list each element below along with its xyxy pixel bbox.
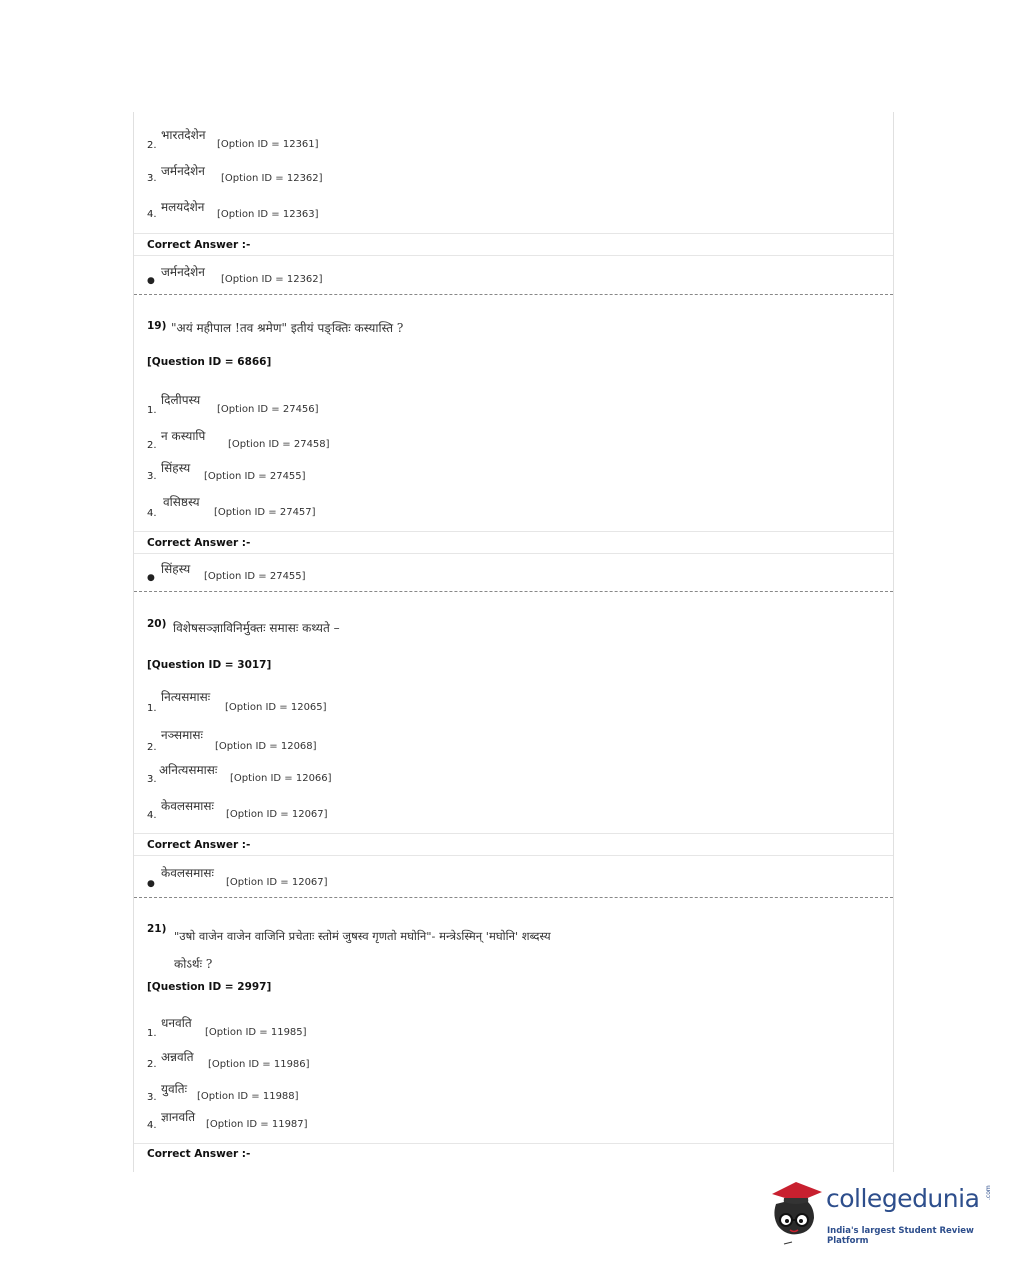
bullet: ● bbox=[147, 573, 155, 583]
question-text: विशेषसञ्ज्ञाविनिर्मुक्तः समासः कथ्यते – bbox=[173, 621, 340, 635]
correct-option-id: [Option ID = 27455] bbox=[204, 571, 306, 582]
divider bbox=[134, 1143, 893, 1144]
option-id: [Option ID = 11985] bbox=[205, 1027, 307, 1038]
question-id: [Question ID = 3017] bbox=[147, 659, 272, 671]
option-number: 2. bbox=[147, 140, 157, 151]
option-text: केवलसमासः bbox=[161, 799, 214, 813]
option-number: 3. bbox=[147, 1092, 157, 1103]
option-text: दिलीपस्य bbox=[161, 393, 201, 407]
option-text: अनित्यसमासः bbox=[159, 763, 218, 777]
option-id: [Option ID = 11987] bbox=[206, 1119, 308, 1130]
question-separator bbox=[134, 897, 893, 898]
option-id: [Option ID = 12361] bbox=[217, 139, 319, 150]
option-text: नञ्समासः bbox=[161, 728, 203, 742]
option-number: 1. bbox=[147, 1028, 157, 1039]
logo-com: .com bbox=[985, 1185, 992, 1200]
option-number: 4. bbox=[147, 508, 157, 519]
option-number: 3. bbox=[147, 774, 157, 785]
option-text: अन्नवति bbox=[161, 1050, 194, 1064]
question-text-line-2: कोऽर्थः ? bbox=[174, 957, 213, 971]
option-number: 4. bbox=[147, 209, 157, 220]
bullet: ● bbox=[147, 276, 155, 286]
option-number: 3. bbox=[147, 173, 157, 184]
option-text: जर्मनदेशेन bbox=[161, 164, 205, 178]
bullet: ● bbox=[147, 879, 155, 889]
option-text: सिंहस्य bbox=[161, 461, 191, 475]
option-id: [Option ID = 27458] bbox=[228, 439, 330, 450]
correct-answer-label: Correct Answer :- bbox=[147, 537, 251, 549]
option-number: 1. bbox=[147, 405, 157, 416]
question-id: [Question ID = 6866] bbox=[147, 356, 272, 368]
option-id: [Option ID = 27457] bbox=[214, 507, 316, 518]
question-number: 21) bbox=[147, 923, 167, 935]
question-number: 19) bbox=[147, 320, 167, 332]
correct-option-text: केवलसमासः bbox=[161, 866, 214, 880]
option-number: 3. bbox=[147, 471, 157, 482]
correct-answer-label: Correct Answer :- bbox=[147, 839, 251, 851]
divider bbox=[134, 553, 893, 554]
option-text: वसिष्ठस्य bbox=[163, 495, 200, 509]
option-id: [Option ID = 27455] bbox=[204, 471, 306, 482]
option-text: मलयदेशेन bbox=[161, 200, 205, 214]
question-separator bbox=[134, 591, 893, 592]
option-id: [Option ID = 12066] bbox=[230, 773, 332, 784]
mascot-icon bbox=[766, 1178, 826, 1248]
logo-wordmark: collegedunia bbox=[826, 1184, 980, 1213]
option-id: [Option ID = 12363] bbox=[217, 209, 319, 220]
option-id: [Option ID = 27456] bbox=[217, 404, 319, 415]
option-text: न कस्यापि bbox=[161, 429, 206, 443]
divider bbox=[134, 531, 893, 532]
collegedunia-logo bbox=[766, 1178, 991, 1248]
option-id: [Option ID = 12065] bbox=[225, 702, 327, 713]
question-separator bbox=[134, 294, 893, 295]
option-id: [Option ID = 12068] bbox=[215, 741, 317, 752]
option-id: [Option ID = 12067] bbox=[226, 809, 328, 820]
correct-option-id: [Option ID = 12362] bbox=[221, 274, 323, 285]
question-id: [Question ID = 2997] bbox=[147, 981, 272, 993]
option-number: 2. bbox=[147, 440, 157, 451]
option-id: [Option ID = 12362] bbox=[221, 173, 323, 184]
question-text-line-1: "उषो वाजेन वाजेन वाजिनि प्रचेताः स्तोमं जुषस्व गृणतो मघोनि"- मन्त्रेऽस्मिन् 'मघोनि' शब्दस्य bbox=[174, 929, 551, 943]
correct-answer-label: Correct Answer :- bbox=[147, 1148, 251, 1160]
divider bbox=[134, 255, 893, 256]
correct-answer-label: Correct Answer :- bbox=[147, 239, 251, 251]
correct-option-id: [Option ID = 12067] bbox=[226, 877, 328, 888]
question-text: "अयं महीपाल !तव श्रमेण" इतीयं पङ्क्तिः कस्यास्ति ? bbox=[171, 321, 404, 335]
correct-option-text: सिंहस्य bbox=[161, 562, 191, 576]
option-text: युवतिः bbox=[161, 1082, 188, 1096]
correct-option-text: जर्मनदेशेन bbox=[161, 265, 205, 279]
option-number: 2. bbox=[147, 1059, 157, 1070]
question-number: 20) bbox=[147, 618, 167, 630]
divider bbox=[134, 855, 893, 856]
logo-tagline: India's largest Student Review Platform bbox=[827, 1226, 974, 1246]
option-number: 1. bbox=[147, 703, 157, 714]
divider bbox=[134, 233, 893, 234]
option-number: 4. bbox=[147, 810, 157, 821]
divider bbox=[134, 833, 893, 834]
option-number: 4. bbox=[147, 1120, 157, 1131]
option-number: 2. bbox=[147, 742, 157, 753]
option-text: ज्ञानवति bbox=[161, 1110, 196, 1124]
option-text: धनवति bbox=[161, 1016, 192, 1030]
document-page bbox=[133, 112, 894, 1172]
option-text: भारतदेशेन bbox=[161, 128, 206, 142]
option-text: नित्यसमासः bbox=[161, 690, 211, 704]
option-id: [Option ID = 11988] bbox=[197, 1091, 299, 1102]
option-id: [Option ID = 11986] bbox=[208, 1059, 310, 1070]
